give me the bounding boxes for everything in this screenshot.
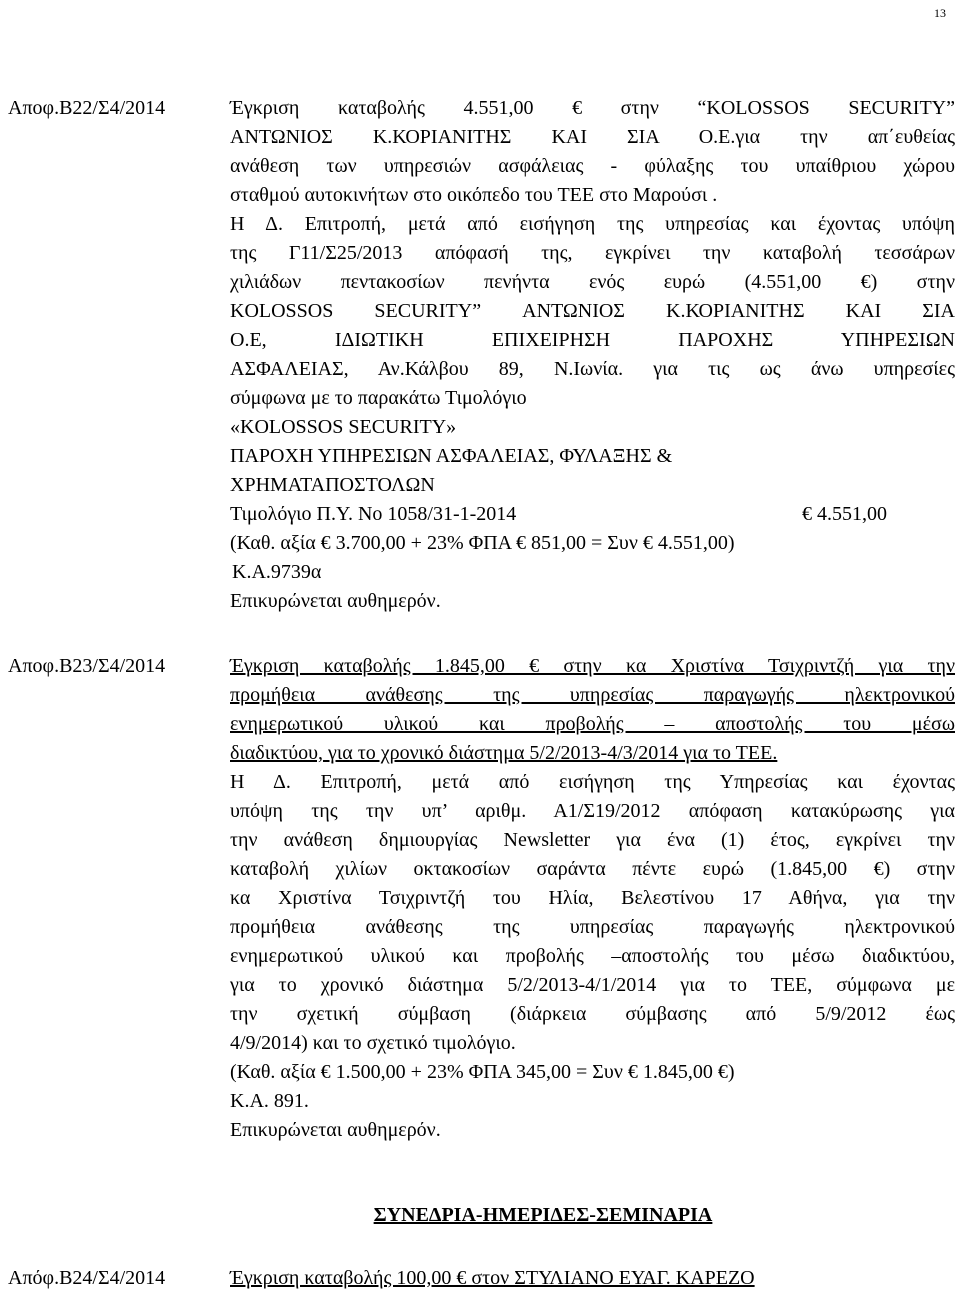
text-line: της Γ11/Σ25/2013 απόφασή της, εγκρίνει την καταβολή τεσσάρων: [230, 242, 955, 264]
text-line: ΠΑΡΟΧΗ ΥΠΗΡΕΣΙΩΝ ΑΣΦΑΛΕΙΑΣ, ΦΥΛΑΞΗΣ &: [230, 445, 673, 467]
text-line: Έγκριση καταβολής 4.551,00 € στην “KOLOSSOS SECURITY”: [230, 97, 955, 119]
decision-body-b24: [230, 1264, 955, 1293]
text-line: 4/9/2014) και το σχετικό τιμολόγιο.: [230, 1032, 516, 1054]
invoice-amount: € 4.551,00: [802, 503, 887, 525]
budget-code: Κ.Α. 891.: [230, 1090, 309, 1112]
text-line: Η Δ. Επιτροπή, μετά από εισήγηση της Υπηρεσίας και έχοντας: [230, 771, 955, 793]
text-line: ενημερωτικού υλικού και προβολής –αποστολής του μέσω διαδικτύου,: [230, 945, 955, 967]
decision-ref-b23: Αποφ.Β23/Σ4/2014: [8, 655, 166, 677]
section-title: ΣΥΝΕΔΡΙΑ-ΗΜΕΡΙΔΕΣ-ΣΕΜΙΝΑΡΙΑ: [373, 1204, 713, 1226]
text-line: Ο.Ε, ΙΔΙΩΤΙΚΗ ΕΠΙΧΕΙΡΗΣΗ ΠΑΡΟΧΗΣ ΥΠΗΡΕΣΙΩΝ: [230, 329, 955, 351]
text-line: προμήθεια ανάθεσης της υπηρεσίας παραγωγής ηλεκτρονικού: [230, 916, 955, 938]
decision-body-b22: [230, 94, 955, 616]
invoice-label: Τιμολόγιο Π.Υ. Νο 1058/31-1-2014: [230, 503, 517, 525]
text-line: KOLOSSOS SECURITY” ΑΝΤΩΝΙΟΣ Κ.ΚΟΡΙΑΝΙΤΗΣ ΚΑΙ ΣΙΑ: [230, 300, 955, 322]
text-line: ΑΝΤΩΝΙΟΣ Κ.ΚΟΡΙΑΝΙΤΗΣ ΚΑΙ ΣΙΑ Ο.Ε.για την απ΄ευθείας: [230, 126, 955, 148]
subject-line: διαδικτύου, για το χρονικό διάστημα 5/2/2013-4/3/2014 για το ΤΕΕ.: [230, 742, 778, 764]
text-line: σύμφωνα με το παρακάτω Τιμολόγιο: [230, 387, 527, 409]
subject-line: προμήθεια ανάθεσης της υπηρεσίας παραγωγής ηλεκτρονικού: [230, 684, 955, 706]
subject-line: Έγκριση καταβολής 100,00 € στον ΣΤΥΛΙΑΝΟ ΕΥΑΓ. ΚΑΡΕΖΟ: [230, 1267, 755, 1289]
ratified-note: Επικυρώνεται αυθημερόν.: [230, 1119, 441, 1141]
text-line: την ανάθεση δημιουργίας Newsletter για ένα (1) έτος, εγκρίνει την: [230, 829, 955, 851]
decision-body-b23: [230, 652, 955, 1145]
page-number: 13: [934, 6, 946, 20]
invoice-row: [230, 500, 955, 529]
text-line: «KOLOSSOS SECURITY»: [230, 416, 457, 438]
budget-code: Κ.Α.9739α: [232, 561, 322, 583]
ratified-note: Επικυρώνεται αυθημερόν.: [230, 590, 441, 612]
text-line: χιλιάδων πεντακοσίων πενήντα ενός ευρώ (4.551,00 €) στην: [230, 271, 955, 293]
text-line: την σχετική σύμβαση (διάρκεια σύμβασης από 5/9/2012 έως: [230, 1003, 955, 1025]
text-line: ανάθεση των υπηρεσιών ασφάλειας - φύλαξης του υπαίθριου χώρου: [230, 155, 955, 177]
subject-line: ενημερωτικού υλικού και προβολής – αποστολής του μέσω: [230, 713, 955, 735]
text-line: κα Χριστίνα Τσιχριντζή του Ηλία, Βελεστίνου 17 Αθήνα, για την: [230, 887, 955, 909]
text-line: ΧΡΗΜΑΤΑΠΟΣΤΟΛΩΝ: [230, 474, 435, 496]
text-line: (Καθ. αξία € 3.700,00 + 23% ΦΠΑ € 851,00 = Συν € 4.551,00): [230, 532, 735, 554]
decision-ref-b22: Αποφ.Β22/Σ4/2014: [8, 97, 166, 119]
text-line: ΑΣΦΑΛΕΙΑΣ, Αν.Κάλβου 89, Ν.Ιωνία. για τις ως άνω υπηρεσίες: [230, 358, 955, 380]
text-line: καταβολή χιλίων οκτακοσίων σαράντα πέντε ευρώ (1.845,00 €) στην: [230, 858, 955, 880]
decision-ref-b24: Απόφ.Β24/Σ4/2014: [8, 1267, 166, 1289]
subject-line: Έγκριση καταβολής 1.845,00 € στην κα Χριστίνα Τσιχριντζή για την: [230, 655, 955, 677]
text-line: υπόψη της την υπ’ αριθμ. Α1/Σ19/2012 απόφαση κατακύρωσης για: [230, 800, 955, 822]
text-line: σταθμού αυτοκινήτων στο οικόπεδο του ΤΕΕ στο Μαρούσι .: [230, 184, 718, 206]
text-line: Η Δ. Επιτροπή, μετά από εισήγηση της υπηρεσίας και έχοντας υπόψη: [230, 213, 955, 235]
text-line: (Καθ. αξία € 1.500,00 + 23% ΦΠΑ 345,00 = Συν € 1.845,00 €): [230, 1061, 735, 1083]
text-line: για το χρονικό διάστημα 5/2/2013-4/1/2014 για το ΤΕΕ, σύμφωνα με: [230, 974, 955, 996]
